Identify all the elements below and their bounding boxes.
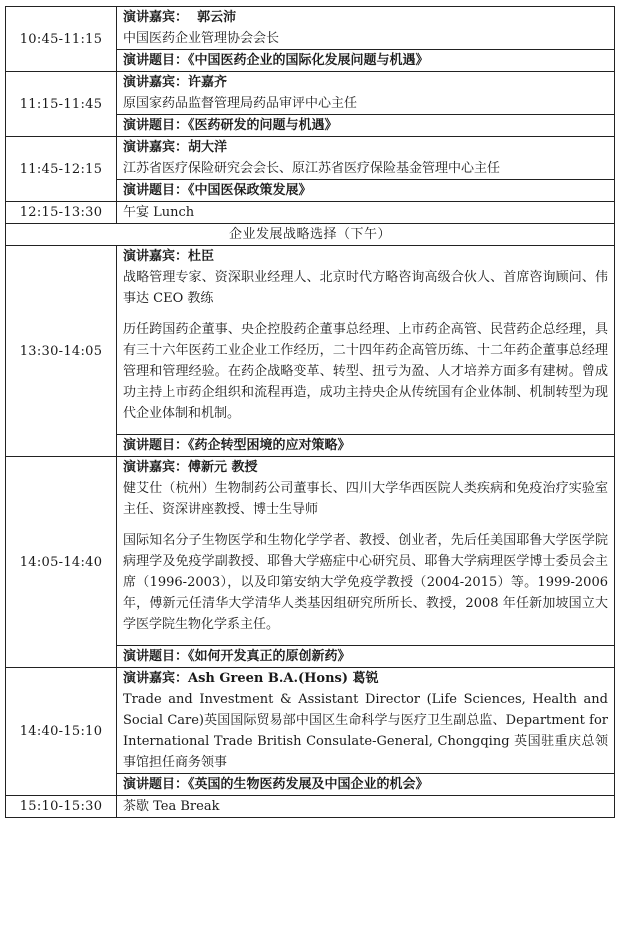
speaker-label: 演讲嘉宾： — [123, 10, 189, 25]
agenda-table — [5, 6, 615, 818]
speaker-cell — [117, 668, 615, 774]
time-slot: 13:30-14:05 — [6, 246, 117, 457]
speaker-cell — [117, 137, 615, 180]
topic-label: 演讲题目： — [123, 53, 189, 68]
time-slot: 14:05-14:40 — [6, 457, 117, 668]
speaker-intro: 中国医药企业管理协会会长 — [123, 31, 280, 46]
topic-title: 《医药研发的问题与机遇》 — [188, 118, 338, 133]
time-slot: 11:15-11:45 — [6, 72, 117, 137]
speaker-label: 演讲嘉宾： — [123, 249, 189, 264]
speaker-name: 杜臣 — [188, 249, 215, 264]
time-slot: 11:45-12:15 — [6, 137, 117, 202]
speaker-name: Ash Green B.A.(Hons) 葛锐 — [188, 671, 379, 686]
speaker-cell — [117, 72, 615, 115]
speaker-line — [123, 246, 608, 267]
table-row — [6, 668, 615, 774]
table-row — [6, 137, 615, 180]
speaker-line — [123, 72, 608, 93]
speaker-line — [123, 7, 608, 28]
topic-cell — [117, 646, 615, 668]
section-heading: 企业发展战略选择（下午） — [6, 224, 615, 246]
speaker-intro: 原国家药品监督管理局药品审评中心主任 — [123, 96, 358, 111]
table-row — [6, 246, 615, 435]
break-text: 茶歇 Tea Break — [117, 796, 615, 818]
speaker-name: 胡大洋 — [188, 140, 228, 155]
topic-cell — [117, 774, 615, 796]
topic-cell — [117, 180, 615, 202]
time-slot: 12:15-13:30 — [6, 202, 117, 224]
speaker-label: 演讲嘉宾： — [123, 671, 189, 686]
topic-cell — [117, 115, 615, 137]
break-text: 午宴 Lunch — [117, 202, 615, 224]
topic-title: 《如何开发真正的原创新药》 — [188, 649, 351, 664]
topic-label: 演讲题目： — [123, 649, 189, 664]
speaker-line — [123, 137, 608, 158]
topic-label: 演讲题目： — [123, 183, 189, 198]
table-row — [6, 202, 615, 224]
speaker-intro: Trade and Investment & Assistant Director (Life Sciences, Health and Social Care)英国国际贸易部中国区生命科学与医疗卫生副总监、Department for International Trade British Consulate-General, Chongqing 英国驻重庆总领事馆担任商务领事 — [123, 692, 608, 770]
table-row — [6, 224, 615, 246]
speaker-intro: 江苏省医疗保险研究会会长、原江苏省医疗保险基金管理中心主任 — [123, 161, 501, 176]
topic-cell — [117, 50, 615, 72]
time-slot: 15:10-15:30 — [6, 796, 117, 818]
speaker-intro: 健艾仕（杭州）生物制药公司董事长、四川大学华西医院人类疾病和免疫治疗实验室主任、资深讲座教授、博士生导师 — [123, 481, 608, 517]
time-slot: 10:45-11:15 — [6, 7, 117, 72]
table-row — [6, 457, 615, 646]
time-slot: 14:40-15:10 — [6, 668, 117, 796]
speaker-label: 演讲嘉宾： — [123, 460, 189, 475]
topic-label: 演讲题目： — [123, 118, 189, 133]
speaker-label: 演讲嘉宾： — [123, 140, 189, 155]
speaker-line — [123, 668, 608, 689]
topic-cell — [117, 435, 615, 457]
speaker-line — [123, 457, 608, 478]
speaker-cell — [117, 246, 615, 435]
speaker-label: 演讲嘉宾： — [123, 75, 189, 90]
table-row — [6, 72, 615, 115]
speaker-cell — [117, 7, 615, 50]
speaker-intro: 战略管理专家、资深职业经理人、北京时代方略咨询高级合伙人、首席咨询顾问、伟事达 CEO 教练 — [123, 270, 608, 306]
table-row — [6, 796, 615, 818]
topic-title: 《中国医保政策发展》 — [188, 183, 312, 198]
topic-title: 《药企转型困境的应对策略》 — [188, 438, 351, 453]
speaker-bio: 历任跨国药企董事、央企控股药企董事总经理、上市药企高管、民营药企总经理，具有三十六年医药工业企业工作经历，二十四年药企高管历练、十二年药企董事总经理管理和管理经验。在药企战略变革、转型、扭亏为盈、人才培养方面多有建树。曾成功主持上市药企组织和流程再造，成功主持央企从传统国有企业体制、机制转型为现代企业体制和机制。 — [123, 322, 608, 421]
table-row — [6, 7, 615, 50]
speaker-name: 郭云沛 — [197, 10, 237, 25]
speaker-name: 许嘉齐 — [188, 75, 228, 90]
topic-label: 演讲题目： — [123, 777, 189, 792]
topic-title: 《英国的生物医药发展及中国企业的机会》 — [188, 777, 429, 792]
speaker-bio: 国际知名分子生物医学和生物化学学者、教授、创业者，先后任美国耶鲁大学医学院病理学及免疫学副教授、耶鲁大学癌症中心研究员、耶鲁大学病理医学博士委员会主席（1996-2003），以及印第安纳大学免疫学教授（2004-2015）等。1999-2006 年，傅新元任清华大学清华人类基因组研究所所长、教授，2008 年任新加坡国立大学医学院生物化学系主任。 — [123, 533, 608, 632]
topic-title: 《中国医药企业的国际化发展问题与机遇》 — [188, 53, 429, 68]
speaker-cell — [117, 457, 615, 646]
speaker-name: 傅新元 教授 — [188, 460, 258, 475]
topic-label: 演讲题目： — [123, 438, 189, 453]
